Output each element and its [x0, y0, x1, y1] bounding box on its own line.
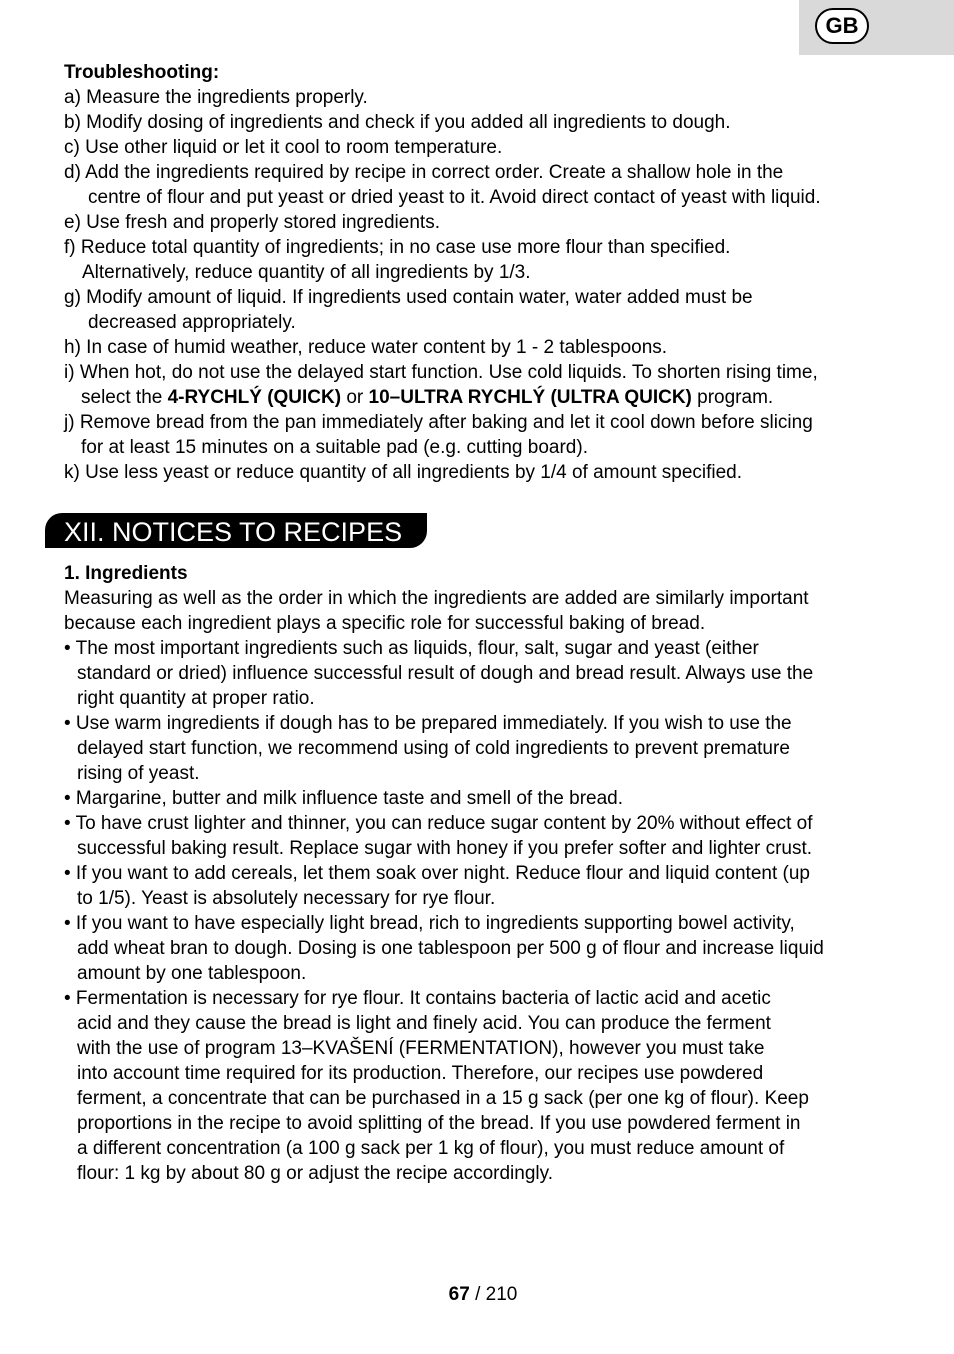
bullet-3: • Margarine, butter and milk influence taste and smell of the bread.: [64, 788, 624, 809]
bullet-6: • If you want to have especially light bread, rich to ingredients supporting bowel activity,: [64, 913, 795, 934]
troubleshooting-item-h: h) In case of humid weather, reduce water content by 1 - 2 tablespoons.: [64, 337, 668, 358]
page-number: [0, 1284, 954, 1306]
text-select-the: select the: [81, 387, 168, 408]
bullet-5: • If you want to add cereals, let them soak over night. Reduce flour and liquid content (up: [64, 863, 810, 884]
bullet-5-cont: to 1/5). Yeast is absolutely necessary for rye flour.: [77, 888, 496, 909]
bullet-7-cont: into account time required for its production. Therefore, our recipes use powdered: [77, 1063, 764, 1084]
bullet-7-cont: ferment, a concentrate that can be purchased in a 15 g sack (per one kg of flour). Keep: [77, 1088, 809, 1109]
bullet-2-cont: rising of yeast.: [77, 763, 200, 784]
ingredients-section: [64, 561, 894, 1186]
language-tab: [799, 0, 954, 55]
troubleshooting-title: Troubleshooting:: [64, 62, 220, 83]
bullet-7-cont: with the use of program 13–KVAŠENÍ (FERMENTATION), however you must take: [77, 1038, 765, 1059]
page-current: 67: [448, 1284, 470, 1305]
bullet-7-cont: acid and they cause the bread is light and finely acid. You can produce the ferment: [77, 1013, 771, 1034]
page-total: / 210: [475, 1284, 518, 1305]
bullet-7-cont: flour: 1 kg by about 80 g or adjust the recipe accordingly.: [77, 1163, 553, 1184]
bullet-2: • Use warm ingredients if dough has to be prepared immediately. If you wish to use the: [64, 713, 792, 734]
text-program: program.: [691, 387, 774, 408]
troubleshooting-item-g: g) Modify amount of liquid. If ingredients used contain water, water added must be: [64, 287, 753, 308]
bullet-1-cont: standard or dried) influence successful result of dough and bread result. Always use the: [77, 663, 814, 684]
troubleshooting-item-d-cont: centre of flour and put yeast or dried yeast to it. Avoid direct contact of yeast with liquid.: [88, 187, 821, 208]
troubleshooting-item-a: a) Measure the ingredients properly.: [64, 87, 368, 108]
ingredients-intro-cont: because each ingredient plays a specific role for successful baking of bread.: [64, 613, 706, 634]
troubleshooting-item-b: b) Modify dosing of ingredients and check if you added all ingredients to dough.: [64, 112, 731, 133]
troubleshooting-item-j-cont: for at least 15 minutes on a suitable pad (e.g. cutting board).: [81, 437, 588, 458]
troubleshooting-item-k: k) Use less yeast or reduce quantity of all ingredients by 1/4 of amount specified.: [64, 462, 743, 483]
troubleshooting-item-i: i) When hot, do not use the delayed start function. Use cold liquids. To shorten rising time,: [64, 362, 818, 383]
bullet-7-cont: a different concentration (a 100 g sack per 1 kg of flour), you must reduce amount of: [77, 1138, 785, 1159]
ingredients-intro: Measuring as well as the order in which the ingredients are added are similarly important: [64, 588, 809, 609]
language-badge: GB: [815, 8, 869, 44]
program-quick-label: 4-RYCHLÝ (QUICK): [167, 387, 342, 408]
troubleshooting-item-f-cont: Alternatively, reduce quantity of all ingredients by 1/3.: [82, 262, 531, 283]
bullet-4-cont: successful baking result. Replace sugar with honey if you prefer softer and lighter crust.: [77, 838, 813, 859]
troubleshooting-item-g-cont: decreased appropriately.: [88, 312, 296, 333]
bullet-1: • The most important ingredients such as liquids, flour, salt, sugar and yeast (either: [64, 638, 759, 659]
bullet-7: • Fermentation is necessary for rye flour. It contains bacteria of lactic acid and acetic: [64, 988, 771, 1009]
troubleshooting-item-i-cont: [64, 385, 894, 410]
bullet-2-cont: delayed start function, we recommend using of cold ingredients to prevent premature: [77, 738, 790, 759]
troubleshooting-item-f: f) Reduce total quantity of ingredients; in no case use more flour than specified.: [64, 237, 731, 258]
troubleshooting-item-c: c) Use other liquid or let it cool to room temperature.: [64, 137, 503, 158]
troubleshooting-item-d: d) Add the ingredients required by recipe in correct order. Create a shallow hole in the: [64, 162, 784, 183]
text-or: or: [341, 387, 369, 408]
troubleshooting-item-j: j) Remove bread from the pan immediately after baking and let it cool down before slicing: [64, 412, 813, 433]
bullet-4: • To have crust lighter and thinner, you can reduce sugar content by 20% without effect of: [64, 813, 813, 834]
troubleshooting-section: [64, 60, 894, 485]
program-ultra-quick-label: 10–ULTRA RYCHLÝ (ULTRA QUICK): [368, 387, 692, 408]
bullet-6-cont: add wheat bran to dough. Dosing is one tablespoon per 500 g of flour and increase liquid: [77, 938, 824, 959]
bullet-6-cont: amount by one tablespoon.: [77, 963, 307, 984]
bullet-7-cont: proportions in the recipe to avoid splitting of the bread. If you use powdered ferment in: [77, 1113, 801, 1134]
section-heading: XII. NOTICES TO RECIPES: [45, 513, 427, 548]
troubleshooting-item-e: e) Use fresh and properly stored ingredients.: [64, 212, 440, 233]
bullet-1-cont: right quantity at proper ratio.: [77, 688, 315, 709]
ingredients-subtitle: 1. Ingredients: [64, 563, 188, 584]
